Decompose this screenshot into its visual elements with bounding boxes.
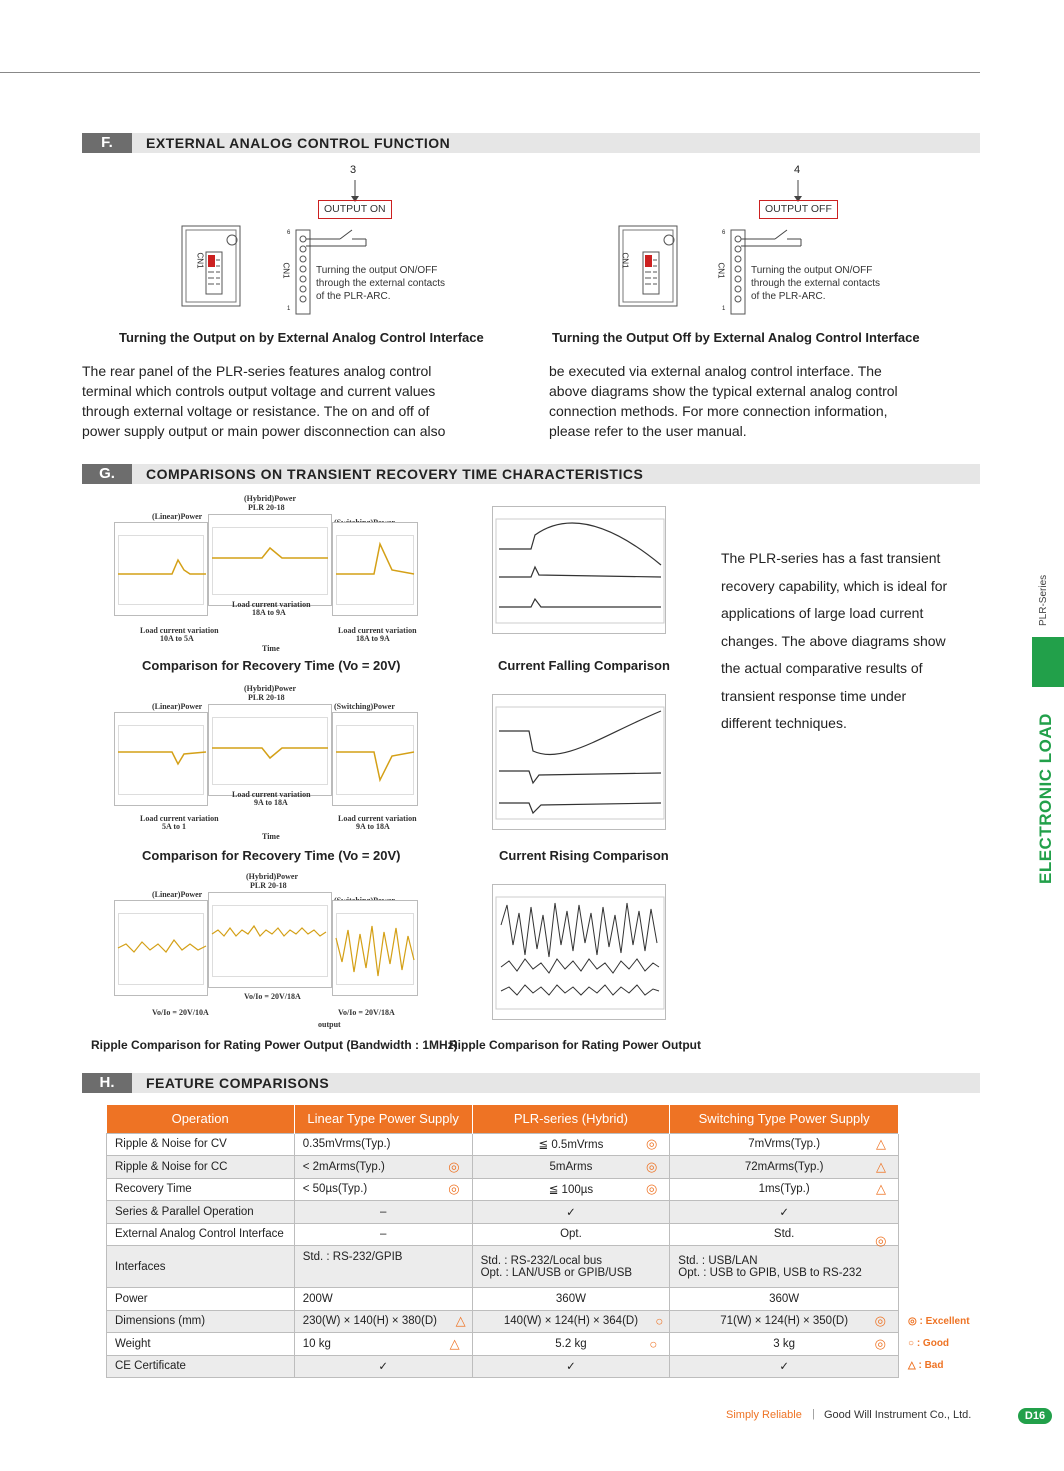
pin-6-label: 6 bbox=[722, 230, 726, 236]
cell-value: – bbox=[379, 1205, 387, 1218]
text-line: applications of large load current bbox=[721, 605, 924, 621]
load-label: Load current variation bbox=[232, 600, 311, 609]
paragraph-right bbox=[549, 361, 969, 441]
note-line: of the PLR-ARC. bbox=[751, 291, 826, 302]
page-number: D16 bbox=[1018, 1408, 1052, 1424]
check-icon: ✓ bbox=[566, 1361, 576, 1374]
cell-value: Std. : RS-232/Local bus bbox=[480, 1254, 603, 1267]
legend-good: ○ : Good bbox=[908, 1338, 950, 1349]
switching-cell bbox=[670, 1156, 899, 1179]
linear-cell bbox=[294, 1223, 472, 1246]
hybrid-cell bbox=[472, 1133, 670, 1156]
feature-comparison-table bbox=[106, 1105, 899, 1378]
note-line: Turning the output ON/OFF bbox=[751, 265, 873, 276]
bad-icon: △ bbox=[455, 1313, 466, 1329]
cell-value: 71(W) × 124(H) × 350(D) bbox=[720, 1315, 849, 1328]
cell-value: Std. : RS-232/GPIB bbox=[302, 1251, 403, 1263]
good-icon: ○ bbox=[649, 1336, 658, 1352]
load-label: 5A to 1 bbox=[162, 822, 186, 831]
table-row bbox=[107, 1355, 899, 1378]
cell-value: 230(W) × 140(H) × 380(D) bbox=[302, 1315, 437, 1328]
operation-cell: Interfaces bbox=[107, 1246, 295, 1288]
section-f-header bbox=[82, 133, 980, 153]
hybrid-cell bbox=[472, 1246, 670, 1288]
hybrid-model: PLR 20-18 bbox=[248, 503, 285, 512]
switching-cell bbox=[670, 1246, 899, 1288]
text-line: please refer to the user manual. bbox=[549, 423, 747, 439]
operation-cell: Weight bbox=[107, 1333, 295, 1356]
vo-io-label: Vo/Io = 20V/10A bbox=[152, 1008, 209, 1017]
check-icon: ✓ bbox=[779, 1361, 789, 1374]
text-line: different techniques. bbox=[721, 715, 847, 731]
section-letter: G. bbox=[82, 464, 132, 484]
hybrid-label: (Hybrid)Power bbox=[244, 684, 296, 693]
load-label: Load current variation bbox=[338, 626, 417, 635]
load-label: 18A to 9A bbox=[252, 608, 286, 617]
text-line: The PLR-series has a fast transient bbox=[721, 550, 941, 566]
cell-value: 360W bbox=[769, 1292, 800, 1305]
caption-recovery-falling: Comparison for Recovery Time (Vo = 20V) bbox=[142, 658, 401, 673]
sidebar-green-tab bbox=[1032, 637, 1064, 687]
cn1-label: CN1 bbox=[195, 252, 205, 269]
operation-cell: Power bbox=[107, 1288, 295, 1311]
bad-icon: △ bbox=[876, 1158, 886, 1174]
hybrid-cell bbox=[472, 1178, 670, 1201]
footer-separator: | bbox=[812, 1408, 815, 1420]
diagram-note bbox=[316, 264, 445, 303]
text-line: connection methods. For more connection information, bbox=[549, 403, 888, 419]
ripple-oscillograms bbox=[112, 872, 412, 1032]
caption-output-off: Turning the Output Off by External Analog Control Interface bbox=[552, 330, 920, 345]
cell-value: 0.35mVrms(Typ.) bbox=[302, 1138, 391, 1151]
load-label: 9A to 18A bbox=[356, 822, 390, 831]
output-on-label: OUTPUT ON bbox=[318, 200, 392, 219]
load-label: 18A to 9A bbox=[356, 634, 390, 643]
load-label: 10A to 5A bbox=[160, 634, 194, 643]
column-header: Switching Type Power Supply bbox=[670, 1105, 899, 1133]
cell-value: 360W bbox=[555, 1292, 586, 1305]
scope-current-rising bbox=[492, 694, 666, 830]
operation-cell: CE Certificate bbox=[107, 1355, 295, 1378]
section-title: EXTERNAL ANALOG CONTROL FUNCTION bbox=[146, 135, 451, 151]
legend-bad: △ : Bad bbox=[908, 1360, 944, 1371]
scope-current-falling bbox=[492, 506, 666, 634]
cell-value: 3 kg bbox=[773, 1337, 796, 1350]
legend-excellent: ◎ : Excellent bbox=[908, 1316, 970, 1327]
linear-cell bbox=[294, 1333, 472, 1356]
cell-value: – bbox=[379, 1228, 387, 1241]
text-line: The rear panel of the PLR-series features analog control bbox=[82, 363, 432, 379]
diagram-output-off bbox=[617, 160, 917, 320]
cell-value: Opt. : USB to GPIB, USB to RS-232 bbox=[678, 1266, 862, 1279]
check-icon: ✓ bbox=[378, 1361, 388, 1374]
cn1-label: CN1 bbox=[620, 252, 630, 269]
table-row bbox=[107, 1133, 899, 1156]
section-g-header bbox=[82, 464, 980, 484]
pin-6-label: 6 bbox=[287, 230, 291, 236]
output-label: output bbox=[318, 1020, 341, 1029]
hybrid-cell bbox=[472, 1201, 670, 1224]
falling-traces bbox=[493, 507, 667, 635]
switching-cell bbox=[670, 1223, 899, 1246]
text-line: through external voltage or resistance. The on and off of bbox=[82, 403, 430, 419]
bad-icon: △ bbox=[449, 1335, 460, 1351]
vo-io-label: Vo/Io = 20V/18A bbox=[244, 992, 301, 1001]
note-line: through the external contacts bbox=[316, 278, 445, 289]
recovery-rising-oscillograms bbox=[112, 684, 417, 844]
table-row bbox=[107, 1333, 899, 1356]
linear-label: (Linear)Power bbox=[152, 512, 203, 521]
diagram-number: 3 bbox=[350, 164, 357, 176]
cn1-label: CN1 bbox=[716, 262, 726, 279]
operation-cell: External Analog Control Interface bbox=[107, 1223, 295, 1246]
linear-cell bbox=[294, 1156, 472, 1179]
time-label: Time bbox=[262, 832, 280, 841]
load-label: Load current variation bbox=[140, 626, 219, 635]
cell-value: < 50µs(Typ.) bbox=[302, 1183, 368, 1196]
operation-cell: Dimensions (mm) bbox=[107, 1310, 295, 1333]
section-title: COMPARISONS ON TRANSIENT RECOVERY TIME CHARACTERISTICS bbox=[146, 466, 644, 482]
cell-value: 7mVrms(Typ.) bbox=[748, 1138, 821, 1151]
excellent-icon: ◎ bbox=[875, 1233, 887, 1249]
table-row bbox=[107, 1246, 899, 1288]
check-icon: ✓ bbox=[566, 1206, 576, 1219]
cell-value: Std. bbox=[773, 1228, 795, 1241]
hybrid-model: PLR 20-18 bbox=[250, 881, 287, 890]
caption-ripple: Ripple Comparison for Rating Power Output bbox=[449, 1038, 701, 1052]
section-letter: H. bbox=[82, 1073, 132, 1093]
note-line: Turning the output ON/OFF bbox=[316, 265, 438, 276]
operation-cell: Series & Parallel Operation bbox=[107, 1201, 295, 1224]
section-letter: F. bbox=[82, 133, 132, 153]
transient-description bbox=[721, 545, 971, 738]
text-line: above diagrams show the typical external analog control bbox=[549, 383, 898, 399]
caption-recovery-rising: Comparison for Recovery Time (Vo = 20V) bbox=[142, 848, 401, 863]
cell-value: Opt. bbox=[560, 1228, 582, 1241]
operation-cell: Ripple & Noise for CC bbox=[107, 1156, 295, 1179]
text-line: terminal which controls output voltage and current values bbox=[82, 383, 436, 399]
cell-value: 200W bbox=[302, 1292, 333, 1305]
sidebar-series: PLR-Series bbox=[1038, 574, 1049, 626]
hybrid-label: (Hybrid)Power bbox=[244, 494, 296, 503]
hybrid-label: (Hybrid)Power bbox=[246, 872, 298, 881]
section-h-header bbox=[82, 1073, 980, 1093]
text-line: the actual comparative results of bbox=[721, 660, 923, 676]
ripple-traces bbox=[493, 885, 667, 1021]
cell-value: 72mArms(Typ.) bbox=[744, 1160, 824, 1173]
cn1-label: CN1 bbox=[281, 262, 291, 279]
bad-icon: △ bbox=[876, 1181, 886, 1197]
switching-cell bbox=[670, 1178, 899, 1201]
excellent-icon: ◎ bbox=[874, 1313, 886, 1329]
switching-cell bbox=[670, 1355, 899, 1378]
cell-value: < 2mArms(Typ.) bbox=[302, 1160, 385, 1173]
rising-traces bbox=[493, 695, 667, 831]
switching-cell bbox=[670, 1333, 899, 1356]
text-line: recovery capability, which is ideal for bbox=[721, 577, 948, 594]
linear-cell bbox=[294, 1246, 472, 1288]
text-line: be executed via external analog control interface. The bbox=[549, 363, 882, 379]
diagram-output-on bbox=[180, 160, 480, 320]
section-title: FEATURE COMPARISONS bbox=[146, 1075, 330, 1091]
text-line: power supply output or main power disconnection can also bbox=[82, 423, 446, 439]
hybrid-model: PLR 20-18 bbox=[248, 693, 285, 702]
footer-company: Good Will Instrument Co., Ltd. bbox=[824, 1409, 972, 1421]
excellent-icon: ◎ bbox=[448, 1158, 460, 1174]
diagram-number: 4 bbox=[794, 164, 801, 176]
cell-value: ≦ 0.5mVrms bbox=[538, 1139, 604, 1152]
load-label: Load current variation bbox=[140, 814, 219, 823]
caption-current-falling: Current Falling Comparison bbox=[498, 658, 670, 673]
excellent-icon: ◎ bbox=[448, 1181, 460, 1197]
switching-cell bbox=[670, 1310, 899, 1333]
caption-current-rising: Current Rising Comparison bbox=[499, 848, 669, 863]
column-header: Operation bbox=[107, 1105, 295, 1133]
switching-cell bbox=[670, 1201, 899, 1224]
scope-ripple bbox=[492, 884, 666, 1020]
hybrid-cell bbox=[472, 1156, 670, 1179]
hybrid-cell bbox=[472, 1223, 670, 1246]
time-label: Time bbox=[262, 644, 280, 653]
linear-cell bbox=[294, 1355, 472, 1378]
note-line: of the PLR-ARC. bbox=[316, 291, 391, 302]
load-label: Load current variation bbox=[232, 790, 311, 799]
operation-cell: Ripple & Noise for CV bbox=[107, 1133, 295, 1156]
note-line: through the external contacts bbox=[751, 278, 880, 289]
cell-value: 140(W) × 124(H) × 364(D) bbox=[503, 1315, 639, 1328]
good-icon: ○ bbox=[655, 1313, 664, 1329]
table-row bbox=[107, 1310, 899, 1333]
caption-ripple-bandwidth: Ripple Comparison for Rating Power Output (Bandwidth : 1MHz) bbox=[91, 1038, 458, 1052]
top-rule bbox=[0, 72, 980, 73]
cell-value: Opt. : LAN/USB or GPIB/USB bbox=[480, 1266, 633, 1279]
excellent-icon: ◎ bbox=[645, 1136, 658, 1152]
load-label: 9A to 18A bbox=[254, 798, 288, 807]
hybrid-cell bbox=[472, 1310, 670, 1333]
pin-1-label: 1 bbox=[722, 306, 726, 312]
cell-value: 5.2 kg bbox=[555, 1337, 587, 1350]
vo-io-label: Vo/Io = 20V/18A bbox=[338, 1008, 395, 1017]
hybrid-cell bbox=[472, 1333, 670, 1356]
linear-cell bbox=[294, 1201, 472, 1224]
text-line: transient response time under bbox=[721, 687, 907, 704]
switching-cell bbox=[670, 1133, 899, 1156]
text-line: changes. The above diagrams show bbox=[721, 632, 946, 649]
column-header: PLR-series (Hybrid) bbox=[472, 1105, 670, 1133]
hybrid-cell bbox=[472, 1355, 670, 1378]
linear-label: (Linear)Power bbox=[152, 702, 203, 711]
cell-value: 1ms(Typ.) bbox=[758, 1183, 810, 1196]
table-row bbox=[107, 1156, 899, 1179]
ripple-traces bbox=[112, 872, 422, 1002]
check-icon: ✓ bbox=[779, 1206, 789, 1219]
linear-cell bbox=[294, 1310, 472, 1333]
cell-value: Std. : USB/LAN bbox=[678, 1254, 758, 1267]
cell-value: ≦ 100µs bbox=[548, 1184, 594, 1197]
switching-label: (Switching)Power bbox=[334, 702, 395, 711]
column-header: Linear Type Power Supply bbox=[294, 1105, 472, 1133]
excellent-icon: ◎ bbox=[874, 1335, 886, 1351]
table-header-row bbox=[107, 1105, 899, 1133]
table-row bbox=[107, 1288, 899, 1311]
footer-tagline: Simply Reliable bbox=[726, 1409, 802, 1421]
load-label: Load current variation bbox=[338, 814, 417, 823]
linear-cell bbox=[294, 1178, 472, 1201]
diagram-note bbox=[751, 264, 880, 303]
switching-cell bbox=[670, 1288, 899, 1311]
linear-label: (Linear)Power bbox=[152, 890, 203, 899]
hybrid-cell bbox=[472, 1288, 670, 1311]
cell-value: 5mArms bbox=[549, 1160, 593, 1173]
linear-cell bbox=[294, 1288, 472, 1311]
bad-icon: △ bbox=[876, 1136, 886, 1152]
table-row bbox=[107, 1223, 899, 1246]
excellent-icon: ◎ bbox=[645, 1158, 658, 1174]
paragraph-left bbox=[82, 361, 532, 441]
cell-value: 10 kg bbox=[302, 1337, 331, 1350]
pin-1-label: 1 bbox=[287, 306, 291, 312]
table-row bbox=[107, 1201, 899, 1224]
operation-cell: Recovery Time bbox=[107, 1178, 295, 1201]
caption-output-on: Turning the Output on by External Analog Control Interface bbox=[119, 330, 484, 345]
excellent-icon: ◎ bbox=[645, 1181, 658, 1197]
sidebar-category: ELECTRONIC LOAD bbox=[1036, 713, 1055, 884]
recovery-falling-oscillograms bbox=[112, 494, 417, 654]
table-row bbox=[107, 1178, 899, 1201]
output-off-label: OUTPUT OFF bbox=[759, 200, 838, 219]
